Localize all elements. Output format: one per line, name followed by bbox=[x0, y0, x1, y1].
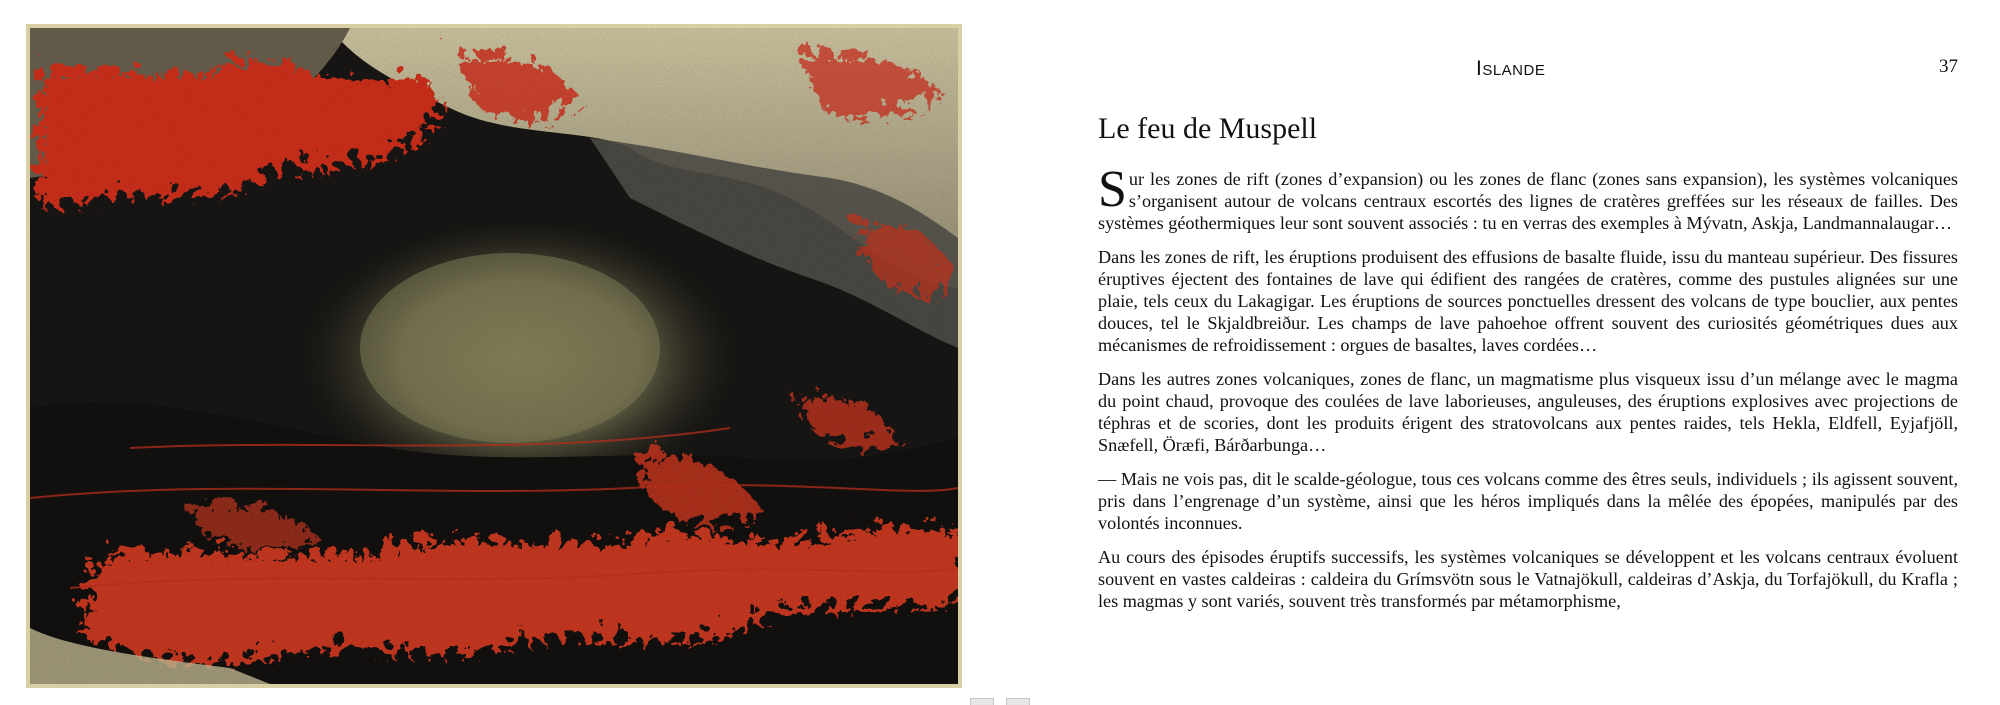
artwork-painting bbox=[26, 24, 962, 688]
chapter-title: Le feu de Muspell bbox=[1098, 112, 1318, 145]
running-title: Islande bbox=[1476, 57, 1546, 80]
paragraph: Dans les zones de rift, les éruptions produisent des effusions de basalte fluide, issu du manteau supérieur. Des fissures éruptives éjectent des fontaines de lave qui édifient des rangées de cratères, comme des pustules alignées sur une plaie, tels ceux du Lakagigar. Les éruptions de sources ponctuelles dressent des volcans de type bouclier, aux pentes douces, tel le Skjaldbreiður. Les champs de lave pahoehoe offrent souvent des curiosités géométriques dues aux mécanismes de refroidissement : orgues de basaltes, laves cordées… bbox=[1098, 247, 1958, 355]
paragraph bbox=[1098, 161, 1958, 234]
paragraph: Dans les autres zones volcaniques, zones de flanc, un magmatisme plus visqueux issu d’un mélange avec le magma du point chaud, provoque des coulées de lave laborieuses, anguleuses, des éruptions explosives avec projections de téphras et de scories, dont les produits érigent des stratovolcans aux pentes raides, tels Hekla, Eldfell, Eyjafjöll, Snæfell, Öræfi, Bárðarbunga… bbox=[1098, 369, 1958, 455]
paragraph: Au cours des épisodes éruptifs successifs, les systèmes volcaniques se développent et les volcans centraux évoluent souvent en vastes caldeiras : caldeira du Grímsvötn sous le Vatnajökull, caldeiras d’Askja, du Torfajökull, du Krafla ; les magmas y sont variés, souvent très transformés par métamorphisme, bbox=[1098, 547, 1958, 611]
next-page-button[interactable] bbox=[1006, 698, 1030, 705]
paragraph-text: ur les zones de rift (zones d’expansion) ou les zones de flanc (zones sans expansion), les systèmes volcaniques s’organisent autour de volcans centraux escortés des lignes de cratères greffées sur les réseaux de failles. Des systèmes géothermiques leur sont souvent associés : tu en verras des exemples à Mývatn, Askja, Landmannalaugar… bbox=[1098, 169, 1958, 233]
previous-page-button[interactable] bbox=[970, 698, 994, 705]
paragraph: — Mais ne vois pas, dit le scalde-géologue, tous ces volcans comme des êtres seuls, individuels ; ils agissent souvent, pris dans l’engrenage d’un système, ainsi que les héros impliqués dans la mêlée des épopées, manipulés par des volontés inconnues. bbox=[1098, 469, 1958, 533]
volcanic-abstract-painting bbox=[30, 28, 958, 684]
body-text bbox=[1098, 161, 1958, 624]
page-number: 37 bbox=[1939, 56, 1958, 77]
drop-cap: S bbox=[1098, 161, 1127, 218]
running-head bbox=[1098, 54, 1958, 84]
page-navigation bbox=[970, 698, 1030, 705]
text-page bbox=[1098, 0, 1958, 705]
